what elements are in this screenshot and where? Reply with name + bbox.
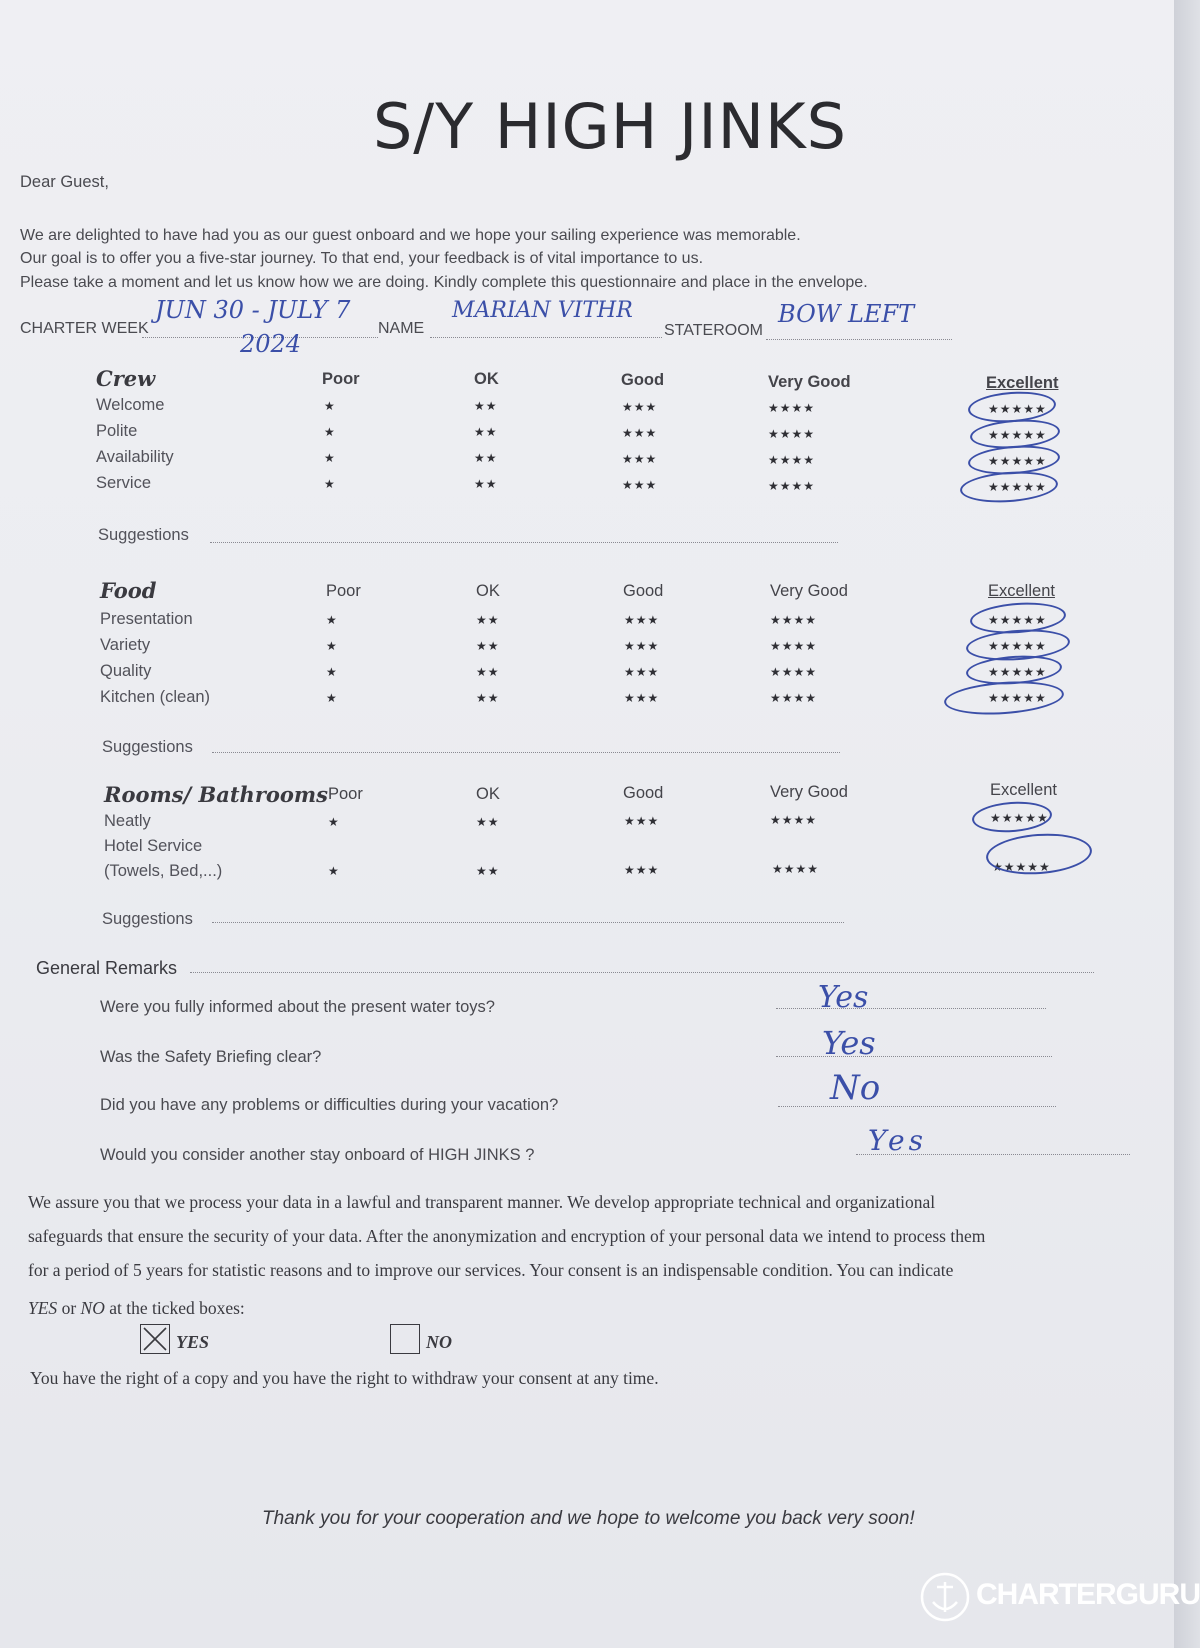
food-col-good: Good bbox=[623, 582, 664, 600]
privacy-line-1: We assure you that we process your data in a lawful and transparent manner. We develop appropriate technical and organizational bbox=[28, 1192, 936, 1212]
stateroom-line bbox=[766, 339, 952, 340]
crew-suggestions-line[interactable] bbox=[210, 542, 838, 543]
food-presentation-poor-stars[interactable]: ★ bbox=[326, 613, 338, 627]
food-variety-excellent-stars[interactable]: ★★★★★ bbox=[988, 639, 1047, 653]
rooms-col-poor: Poor bbox=[328, 785, 363, 803]
privacy-line-4-rest: at the ticked boxes: bbox=[104, 1298, 245, 1318]
food-quality-excellent-stars[interactable]: ★★★★★ bbox=[988, 665, 1047, 679]
rooms-col-ok: OK bbox=[476, 785, 500, 803]
food-presentation-ok-stars[interactable]: ★★ bbox=[476, 613, 500, 627]
crew-service-verygood-stars[interactable]: ★★★★ bbox=[768, 479, 816, 493]
privacy-line-4-yes: YES bbox=[28, 1298, 58, 1318]
privacy-line-4-no: NO bbox=[80, 1298, 105, 1318]
consent-yes-label: YES bbox=[176, 1332, 210, 1352]
rooms-col-good: Good bbox=[623, 784, 664, 802]
food-quality-ok-stars[interactable]: ★★ bbox=[476, 665, 500, 679]
withdraw-notice: You have the right of a copy and you have the right to withdraw your consent at any time. bbox=[30, 1368, 659, 1388]
charter-week-label: CHARTER WEEK bbox=[20, 320, 149, 337]
rooms-neatly-ok-stars[interactable]: ★★ bbox=[476, 815, 500, 829]
crew-item-availability: Availability bbox=[96, 448, 174, 466]
stateroom-value[interactable]: BOW LEFT bbox=[778, 300, 915, 328]
rooms-neatly-excellent-stars[interactable]: ★★★★★ bbox=[990, 811, 1049, 825]
privacy-line-4 bbox=[28, 1298, 245, 1319]
crew-col-good: Good bbox=[621, 371, 665, 389]
food-variety-ok-stars[interactable]: ★★ bbox=[476, 639, 500, 653]
food-presentation-verygood-stars[interactable]: ★★★★ bbox=[770, 613, 818, 627]
food-item-quality: Quality bbox=[100, 662, 152, 680]
food-variety-good-stars[interactable]: ★★★ bbox=[624, 639, 660, 653]
consent-no-checkbox[interactable] bbox=[390, 1324, 420, 1354]
general-remarks-line[interactable] bbox=[190, 972, 1094, 973]
privacy-line-3: for a period of 5 years for statistic reasons and to improve our services. Your consent is an indispensable condition. You can indicate bbox=[28, 1260, 954, 1280]
food-variety-poor-stars[interactable]: ★ bbox=[326, 639, 338, 653]
crew-service-ok-stars[interactable]: ★★ bbox=[474, 477, 498, 491]
rooms-towels-ok-stars[interactable]: ★★ bbox=[476, 864, 500, 878]
rooms-item-towels-bed: (Towels, Bed,...) bbox=[104, 862, 223, 880]
food-kitchen-ok-stars[interactable]: ★★ bbox=[476, 691, 500, 705]
privacy-line-4-or: or bbox=[57, 1298, 81, 1318]
crew-polite-poor-stars[interactable]: ★ bbox=[324, 425, 336, 439]
answer-line-water-toys bbox=[776, 1008, 1046, 1009]
crew-suggestions-label: Suggestions bbox=[98, 526, 189, 544]
general-remarks-label: General Remarks bbox=[36, 958, 178, 978]
food-col-excellent: Excellent bbox=[988, 582, 1055, 600]
food-item-kitchen: Kitchen (clean) bbox=[100, 688, 211, 706]
checkmark-x-icon bbox=[141, 1325, 169, 1353]
crew-polite-good-stars[interactable]: ★★★ bbox=[622, 426, 658, 440]
crew-welcome-excellent-stars[interactable]: ★★★★★ bbox=[988, 402, 1047, 416]
food-kitchen-poor-stars[interactable]: ★ bbox=[326, 691, 338, 705]
food-col-ok: OK bbox=[476, 582, 500, 600]
answer-line-safety-briefing bbox=[776, 1056, 1052, 1057]
food-kitchen-good-stars[interactable]: ★★★ bbox=[624, 691, 660, 705]
rooms-neatly-verygood-stars[interactable]: ★★★★ bbox=[770, 813, 818, 827]
question-water-toys: Were you fully informed about the present water toys? bbox=[100, 998, 495, 1016]
food-col-very-good: Very Good bbox=[770, 582, 848, 600]
crew-welcome-ok-stars[interactable]: ★★ bbox=[474, 399, 498, 413]
consent-no-label: NO bbox=[426, 1332, 452, 1352]
answer-water-toys[interactable]: Yes bbox=[818, 980, 869, 1015]
intro-line-1: We are delighted to have had you as our guest onboard and we hope your sailing experience was memorable. bbox=[20, 227, 801, 244]
rooms-towels-good-stars[interactable]: ★★★ bbox=[624, 863, 660, 877]
consent-yes-checkbox[interactable] bbox=[140, 1324, 170, 1354]
greeting: Dear Guest, bbox=[20, 173, 109, 191]
thanks-footer: Thank you for your cooperation and we hope to welcome you back very soon! bbox=[262, 1508, 915, 1529]
crew-welcome-verygood-stars[interactable]: ★★★★ bbox=[768, 401, 816, 415]
food-suggestions-line[interactable] bbox=[212, 752, 840, 753]
crew-col-excellent: Excellent bbox=[986, 374, 1059, 392]
food-presentation-good-stars[interactable]: ★★★ bbox=[624, 613, 660, 627]
rooms-col-excellent: Excellent bbox=[990, 781, 1057, 799]
crew-service-poor-stars[interactable]: ★ bbox=[324, 477, 336, 491]
name-label: NAME bbox=[378, 320, 425, 337]
rooms-section-title: Rooms/ Bathrooms bbox=[104, 782, 328, 807]
crew-welcome-poor-stars[interactable]: ★ bbox=[324, 399, 336, 413]
rooms-neatly-good-stars[interactable]: ★★★ bbox=[624, 814, 660, 828]
intro-line-3: Please take a moment and let us know how we are doing. Kindly complete this questionnaire and place in the envelope. bbox=[20, 274, 868, 291]
food-item-presentation: Presentation bbox=[100, 610, 193, 628]
charter-week-year[interactable]: 2024 bbox=[240, 330, 302, 358]
charter-week-value[interactable]: JUN 30 - JULY 7 bbox=[155, 296, 351, 324]
crew-service-excellent-stars[interactable]: ★★★★★ bbox=[988, 480, 1047, 494]
food-kitchen-verygood-stars[interactable]: ★★★★ bbox=[770, 691, 818, 705]
food-kitchen-excellent-stars[interactable]: ★★★★★ bbox=[988, 691, 1047, 705]
rooms-suggestions-line[interactable] bbox=[212, 922, 844, 923]
food-item-variety: Variety bbox=[100, 636, 151, 654]
crew-col-poor: Poor bbox=[322, 370, 360, 388]
anchor-logo-icon bbox=[920, 1572, 970, 1622]
crew-polite-verygood-stars[interactable]: ★★★★ bbox=[768, 427, 816, 441]
crew-section-title: Crew bbox=[96, 366, 156, 391]
page-title: S/Y HIGH JINKS bbox=[372, 90, 848, 163]
question-safety-briefing: Was the Safety Briefing clear? bbox=[100, 1048, 322, 1066]
crew-item-polite: Polite bbox=[96, 422, 138, 440]
answer-line-problems bbox=[778, 1106, 1056, 1107]
food-section-title: Food bbox=[100, 578, 157, 603]
question-another-stay: Would you consider another stay onboard of HIGH JINKS ? bbox=[100, 1146, 535, 1164]
crew-polite-ok-stars[interactable]: ★★ bbox=[474, 425, 498, 439]
food-presentation-excellent-stars[interactable]: ★★★★★ bbox=[988, 613, 1047, 627]
rooms-neatly-poor-stars[interactable]: ★ bbox=[328, 815, 340, 829]
crew-col-very-good: Very Good bbox=[768, 373, 851, 391]
crew-polite-excellent-stars[interactable]: ★★★★★ bbox=[988, 428, 1047, 442]
crew-service-good-stars[interactable]: ★★★ bbox=[622, 478, 658, 492]
crew-availability-excellent-stars[interactable]: ★★★★★ bbox=[988, 454, 1047, 468]
answer-another-stay[interactable]: Yes bbox=[868, 1124, 927, 1157]
food-col-poor: Poor bbox=[326, 582, 361, 600]
name-value[interactable]: MARIAN VITHR bbox=[452, 298, 633, 323]
food-quality-poor-stars[interactable]: ★ bbox=[326, 665, 338, 679]
crew-availability-good-stars[interactable]: ★★★ bbox=[622, 452, 658, 466]
food-quality-verygood-stars[interactable]: ★★★★ bbox=[770, 665, 818, 679]
crew-item-welcome: Welcome bbox=[96, 396, 165, 414]
crew-availability-ok-stars[interactable]: ★★ bbox=[474, 451, 498, 465]
rooms-suggestions-label: Suggestions bbox=[102, 910, 193, 928]
crew-welcome-good-stars[interactable]: ★★★ bbox=[622, 400, 658, 414]
answer-safety-briefing[interactable]: Yes bbox=[822, 1024, 876, 1062]
rooms-item-hotel-service: Hotel Service bbox=[104, 837, 203, 855]
stateroom-label: STATEROOM bbox=[664, 322, 763, 339]
food-suggestions-label: Suggestions bbox=[102, 738, 193, 756]
watermark-logo-text: CHARTERGURU bbox=[976, 1578, 1200, 1611]
rooms-towels-poor-stars[interactable]: ★ bbox=[328, 864, 340, 878]
crew-availability-poor-stars[interactable]: ★ bbox=[324, 451, 336, 465]
intro-line-2: Our goal is to offer you a five-star journey. To that end, your feedback is of vital importance to us. bbox=[20, 250, 704, 267]
rooms-item-neatly: Neatly bbox=[104, 812, 151, 830]
rooms-towels-excellent-stars[interactable]: ★★★★★ bbox=[992, 860, 1051, 874]
page-edge-shadow bbox=[1174, 0, 1200, 1648]
answer-problems[interactable]: No bbox=[830, 1068, 881, 1108]
crew-item-service: Service bbox=[96, 474, 152, 492]
privacy-line-2: safeguards that ensure the security of your data. After the anonymization and encryption of your personal data we intend to process them bbox=[28, 1226, 986, 1246]
crew-col-ok: OK bbox=[474, 370, 499, 388]
crew-availability-verygood-stars[interactable]: ★★★★ bbox=[768, 453, 816, 467]
food-variety-verygood-stars[interactable]: ★★★★ bbox=[770, 639, 818, 653]
rooms-col-very-good: Very Good bbox=[770, 783, 848, 801]
rooms-towels-verygood-stars[interactable]: ★★★★ bbox=[772, 862, 820, 876]
food-quality-good-stars[interactable]: ★★★ bbox=[624, 665, 660, 679]
question-problems: Did you have any problems or difficulties during your vacation? bbox=[100, 1096, 559, 1114]
name-line bbox=[430, 337, 662, 338]
